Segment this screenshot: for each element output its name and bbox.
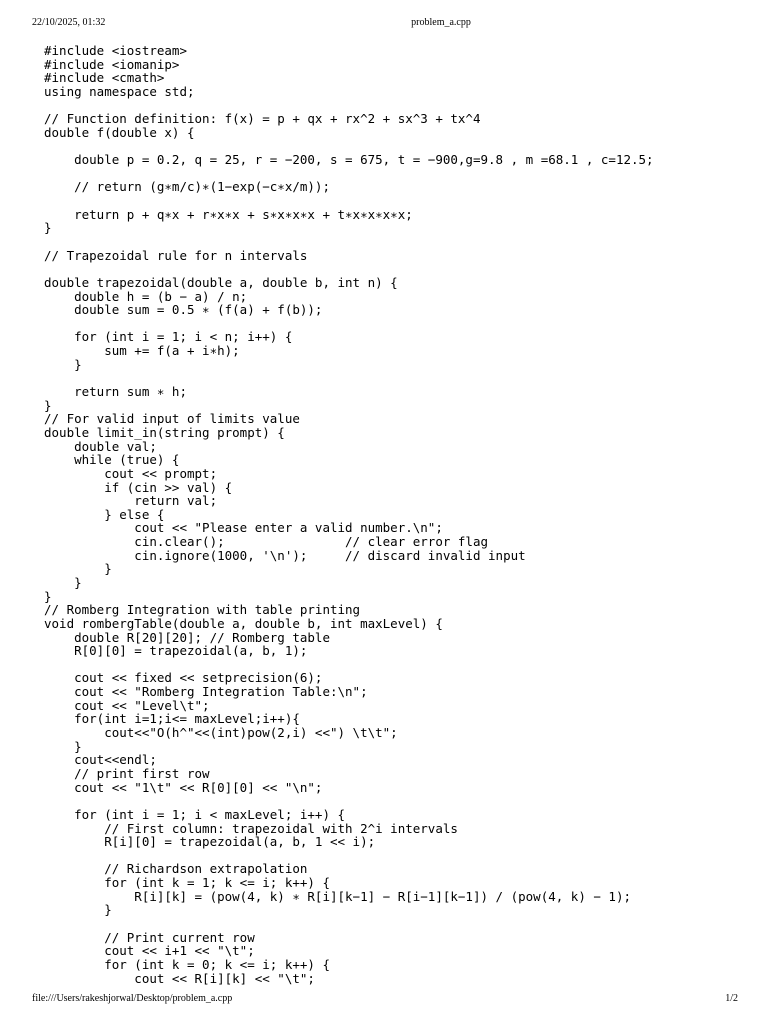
code-line xyxy=(44,794,654,808)
code-line: cout<<"O(h^"<<(int)pow(2,i) <<") \t\t"; xyxy=(44,725,398,741)
code-line: cout << i+1 << "\t"; xyxy=(44,943,255,959)
code-line xyxy=(44,371,654,385)
code-line: cout << fixed << setprecision(6); xyxy=(44,670,323,686)
code-line: double R[20][20]; // Romberg table xyxy=(44,629,330,645)
code-line: for (int k = 1; k <= i; k++) { xyxy=(44,875,330,891)
code-line: return p + q∗x + r∗x∗x + s∗x∗x∗x + t∗x∗x∗x∗x; xyxy=(44,206,413,222)
code-line: R[i][k] = (pow(4, k) ∗ R[i][k−1] − R[i−1][k−1]) / (pow(4, k) − 1); xyxy=(44,888,631,904)
code-line: // print first row xyxy=(44,765,210,781)
code-line: // return (g∗m/c)∗(1−exp(−c∗x/m)); xyxy=(44,179,330,195)
code-line xyxy=(44,167,654,181)
code-line: // For valid input of limits value xyxy=(44,411,300,427)
code-line: #include <iostream> xyxy=(44,43,187,58)
code-line xyxy=(44,194,654,208)
code-line: for(int i=1;i<= maxLevel;i++){ xyxy=(44,711,300,727)
code-line xyxy=(44,658,654,672)
code-line xyxy=(44,917,654,931)
code-line: #include <iomanip> xyxy=(44,56,180,72)
code-line: double sum = 0.5 ∗ (f(a) + f(b)); xyxy=(44,302,323,318)
code-line: R[i][0] = trapezoidal(a, b, 1 << i); xyxy=(44,834,376,850)
code-line: cout << "Please enter a valid number.\n"; xyxy=(44,520,443,536)
code-line: // Trapezoidal rule for n intervals xyxy=(44,247,308,263)
code-line: cout << R[i][k] << "\t"; xyxy=(44,970,315,986)
code-line: cout << "1\t" << R[0][0] << "\n"; xyxy=(44,779,323,795)
code-line: // Print current row xyxy=(44,929,255,945)
code-line: cout << "Level\t"; xyxy=(44,697,210,713)
code-line: double limit_in(string prompt) { xyxy=(44,424,285,440)
code-line xyxy=(44,849,654,863)
code-line: #include <cmath> xyxy=(44,70,165,86)
print-datetime: 22/10/2025, 01:32 xyxy=(32,17,106,28)
code-line: } xyxy=(44,738,82,754)
code-line: // Richardson extrapolation xyxy=(44,861,308,877)
code-line: if (cin >> val) { xyxy=(44,479,233,495)
file-path: file:///Users/rakeshjorwal/Desktop/problem_a.cpp xyxy=(32,993,233,1004)
code-line: using namespace std; xyxy=(44,83,195,99)
code-line: cin.ignore(1000, '\n'); // discard invalid input xyxy=(44,547,526,563)
code-line xyxy=(44,317,654,331)
code-line: while (true) { xyxy=(44,452,180,468)
code-line xyxy=(44,139,654,153)
code-line: } xyxy=(44,574,82,590)
code-line: } xyxy=(44,561,112,577)
code-line xyxy=(44,99,654,113)
code-line: } xyxy=(44,588,52,604)
code-line: cout << prompt; xyxy=(44,465,218,481)
code-line: } xyxy=(44,397,52,413)
code-line: cout << "Romberg Integration Table:\n"; xyxy=(44,684,368,700)
print-header xyxy=(0,16,768,30)
code-line: cout<<endl; xyxy=(44,752,157,768)
document-title: problem_a.cpp xyxy=(411,17,471,28)
page-number: 1/2 xyxy=(725,993,738,1004)
code-line: } xyxy=(44,220,52,236)
code-line: return val; xyxy=(44,493,218,509)
code-line: for (int i = 1; i < maxLevel; i++) { xyxy=(44,806,346,822)
code-line: double trapezoidal(double a, double b, int n) { xyxy=(44,274,398,290)
code-line: for (int i = 1; i < n; i++) { xyxy=(44,329,293,345)
code-line: R[0][0] = trapezoidal(a, b, 1); xyxy=(44,643,308,659)
code-line: } else { xyxy=(44,506,165,522)
code-line: double h = (b − a) / n; xyxy=(44,288,248,304)
code-line: // First column: trapezoidal with 2^i intervals xyxy=(44,820,458,836)
code-line: } xyxy=(44,356,82,372)
code-line: double val; xyxy=(44,438,157,454)
code-line: sum += f(a + i∗h); xyxy=(44,343,240,359)
code-line: // Function definition: f(x) = p + qx + rx^2 + sx^3 + tx^4 xyxy=(44,111,481,127)
code-line: return sum ∗ h; xyxy=(44,384,187,400)
print-footer xyxy=(0,992,768,1006)
code-line: for (int k = 0; k <= i; k++) { xyxy=(44,956,330,972)
code-line: // Romberg Integration with table printing xyxy=(44,602,361,618)
code-line: cin.clear(); // clear error flag xyxy=(44,534,489,550)
code-line xyxy=(44,262,654,276)
code-line: void rombergTable(double a, double b, int maxLevel) { xyxy=(44,615,443,631)
code-line: double p = 0.2, q = 25, r = −200, s = 675, t = −900,g=9.8 , m =68.1 , c=12.5; xyxy=(44,152,654,168)
code-line: double f(double x) { xyxy=(44,124,195,140)
code-listing xyxy=(44,44,654,985)
code-line: } xyxy=(44,902,112,918)
code-line xyxy=(44,235,654,249)
